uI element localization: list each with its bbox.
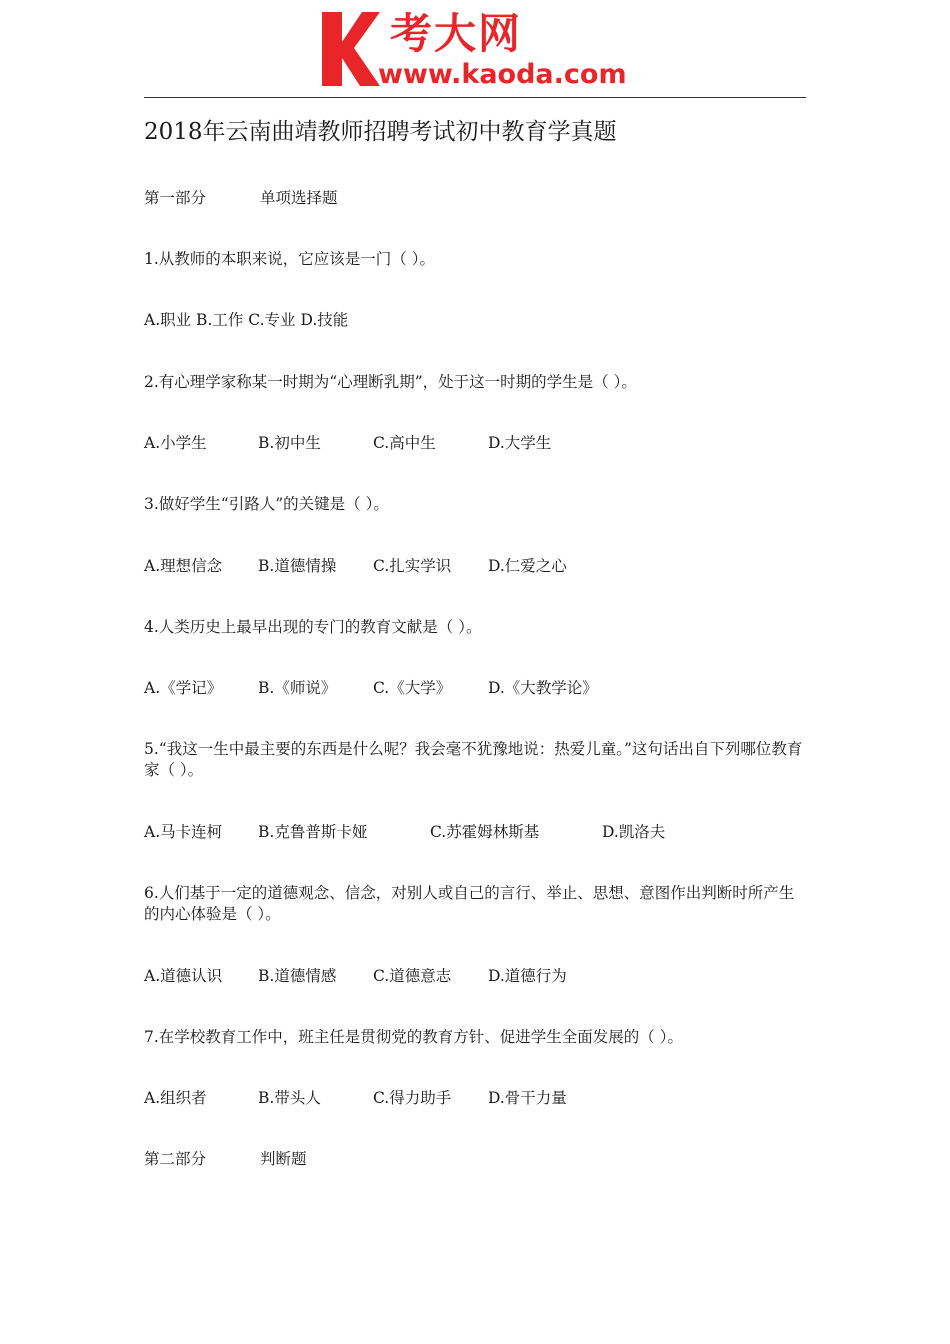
question-3: 3.做好学生“引路人”的关键是（ ）。 <box>144 495 389 513</box>
part1-heading <box>144 188 338 209</box>
q6-option-d: D.道德行为 <box>488 967 567 985</box>
logo-chinese-name: 考大网 <box>390 9 523 58</box>
header-divider <box>144 97 806 98</box>
q7-option-c: C.得力助手 <box>373 1089 452 1107</box>
q7-option-b: B.带头人 <box>258 1089 321 1107</box>
question-2-options <box>0 433 950 455</box>
q2-option-b: B.初中生 <box>258 434 321 452</box>
q5-option-a: A.马卡连柯 <box>144 823 223 841</box>
question-7-options <box>0 1088 950 1110</box>
q5-option-b: B.克鲁普斯卡娅 <box>258 823 368 841</box>
page-title: 2018年云南曲靖教师招聘考试初中教育学真题 <box>144 119 617 145</box>
q4-option-a: A.《学记》 <box>144 679 223 697</box>
question-1: 1.从教师的本职来说，它应该是一门（ ）。 <box>144 250 435 268</box>
question-1-options: A.职业 B.工作 C.专业 D.技能 <box>144 311 349 329</box>
question-5-options <box>0 822 950 844</box>
q3-option-d: D.仁爱之心 <box>488 557 567 575</box>
q4-option-c: C.《大学》 <box>373 679 452 697</box>
logo-url: www.kaoda.com <box>378 59 627 90</box>
q5-option-d: D.凯洛夫 <box>602 823 666 841</box>
q6-option-c: C.道德意志 <box>373 967 452 985</box>
q7-option-a: A.组织者 <box>144 1089 207 1107</box>
question-4-options <box>0 678 950 700</box>
part2-label: 第二部分 <box>144 1150 207 1168</box>
q5-option-c: C.苏霍姆林斯基 <box>430 823 540 841</box>
q3-option-b: B.道德情操 <box>258 557 337 575</box>
q3-option-c: C.扎实学识 <box>373 557 452 575</box>
part1-name: 单项选择题 <box>260 189 338 207</box>
q3-option-a: A.理想信念 <box>144 557 223 575</box>
question-4: 4.人类历史上最早出现的专门的教育文献是（ ）。 <box>144 618 482 636</box>
q7-option-d: D.骨干力量 <box>488 1089 567 1107</box>
question-5: 5.“我这一生中最主要的东西是什么呢？我会毫不犹豫地说：热爱儿童。”这句话出自下列哪位教育家（ ）。 <box>144 740 803 779</box>
part2-heading <box>144 1149 307 1170</box>
q6-option-a: A.道德认识 <box>144 967 223 985</box>
q4-option-b: B.《师说》 <box>258 679 337 697</box>
q6-option-b: B.道德情感 <box>258 967 337 985</box>
q4-option-d: D.《大教学论》 <box>488 679 598 697</box>
question-6: 6.人们基于一定的道德观念、信念，对别人或自己的言行、举止、思想、意图作出判断时所产生的内心体验是（ ）。 <box>144 884 795 923</box>
q2-option-d: D.大学生 <box>488 434 552 452</box>
q2-option-a: A.小学生 <box>144 434 207 452</box>
question-7: 7.在学校教育工作中，班主任是贯彻党的教育方针、促进学生全面发展的（ ）。 <box>144 1028 683 1046</box>
part2-name: 判断题 <box>260 1150 307 1168</box>
kaoda-logo <box>320 8 640 92</box>
q2-option-c: C.高中生 <box>373 434 436 452</box>
part1-label: 第一部分 <box>144 189 207 207</box>
logo-k-icon <box>320 8 380 88</box>
question-2: 2.有心理学家称某一时期为“心理断乳期”，处于这一时期的学生是（ ）。 <box>144 373 637 391</box>
question-6-options <box>0 966 950 988</box>
question-3-options <box>0 556 950 578</box>
